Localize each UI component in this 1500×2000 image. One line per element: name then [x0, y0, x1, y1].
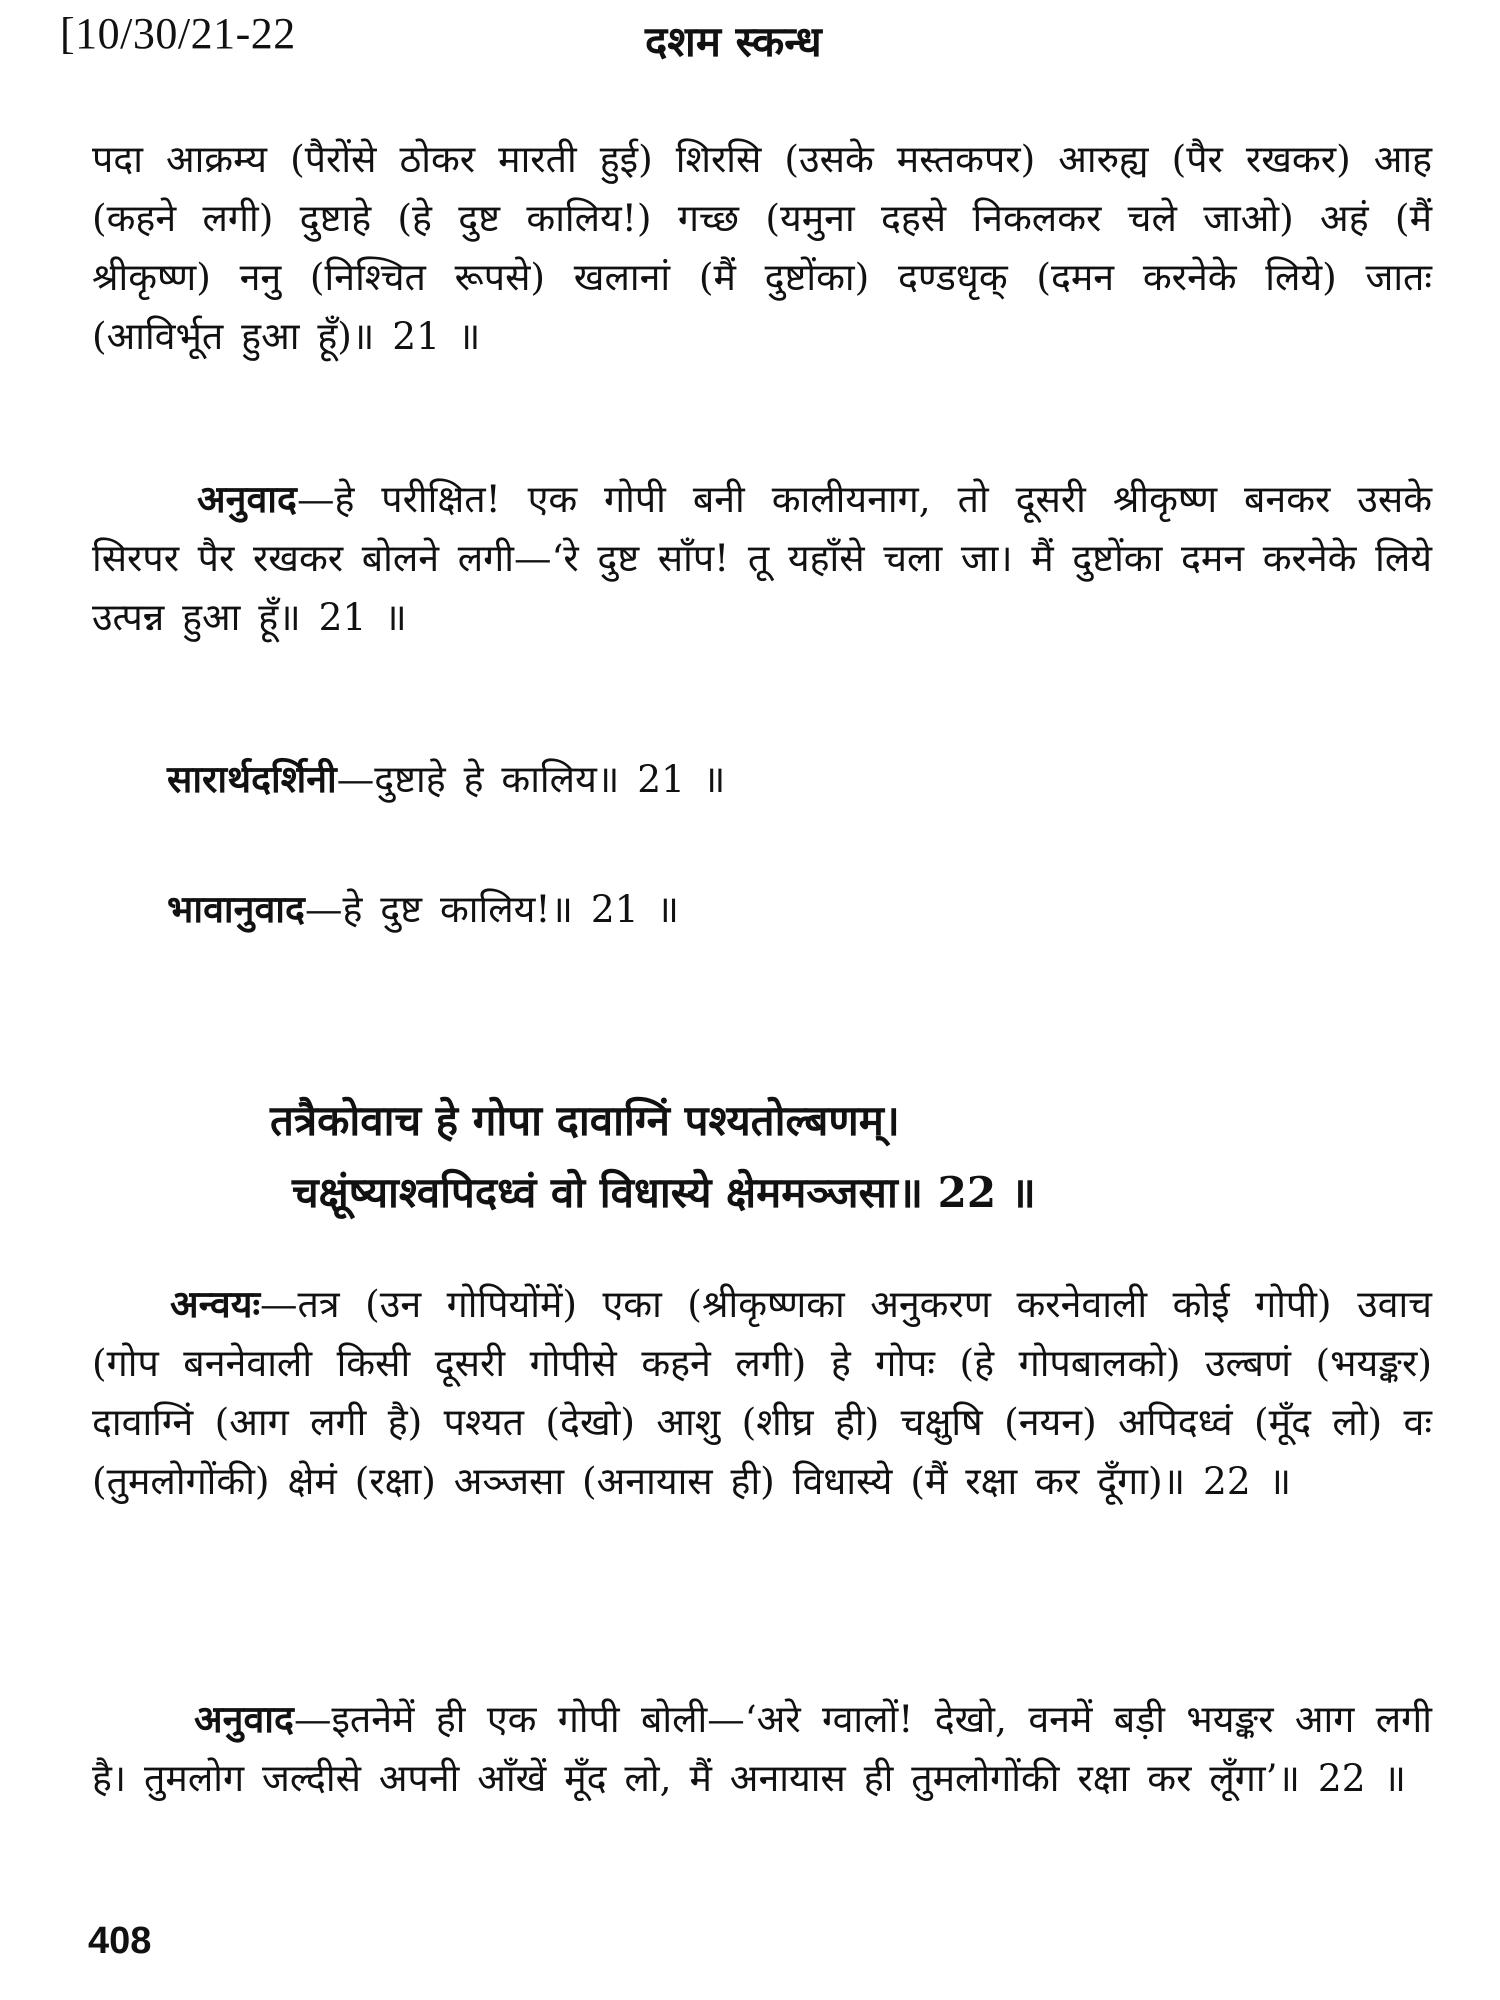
verse-22-block [270, 1085, 1270, 1229]
anvaya-21-text: पदा आक्रम्य (पैरोंसे ठोकर मारती हुई) शिरसि (उसके मस्तकपर) आरुह्य (पैर रखकर) आह (कहने लगी) दुष्टाहे (हे दुष्ट कालिय!) गच्छ (यमुना दहसे निकलकर चले जाओ) अहं (मैं श्रीकृष्ण) ननु (निश्चित रूपसे) खलानां (मैं दुष्टोंका) दण्डधृक् (दमन करनेके लिये) जातः (आविर्भूत हुआ हूँ)॥ 21 ॥ [92, 137, 1432, 358]
bhavanuvad-21-paragraph [92, 880, 1432, 939]
anuvad-22-paragraph [92, 1690, 1432, 1808]
verse-22-line-2: चक्षूंष्याश्वपिदध्वं वो विधास्ये क्षेममञ्जसा॥ 22 ॥ [292, 1168, 1036, 1217]
verse-22-line-1: तत्रैकोवाच हे गोपा दावाग्निं पश्यतोल्बणम्। [270, 1096, 900, 1145]
bhavanuvad-21-label: भावानुवाद [167, 887, 305, 931]
running-title: दशम स्कन्ध [645, 17, 822, 66]
anuvad-22-label: अनुवाद [194, 1697, 294, 1741]
verse-reference: [10/30/21-22 [60, 9, 296, 58]
page-number: 408 [88, 1920, 152, 1962]
anuvad-21-text: —हे परीक्षित! एक गोपी बनी कालीयनाग, तो दूसरी श्रीकृष्ण बनकर उसके सिरपर पैर रखकर बोलने लगी—‘रे दुष्ट साँप! तू यहाँसे चला जा। मैं दुष्टोंका दमन करनेके लिये उत्पन्न हुआ हूँ॥ 21 ॥ [92, 477, 1432, 639]
anuvad-21-label: अनुवाद [197, 477, 297, 521]
anuvad-21-paragraph [92, 470, 1432, 647]
sarartha-21-text: —दुष्टाहे हे कालिय॥ 21 ॥ [336, 757, 726, 801]
anvaya-22-paragraph [92, 1275, 1432, 1511]
page-header [0, 0, 1500, 90]
anvaya-22-label: अन्वयः [170, 1282, 261, 1326]
anvaya-22-text: —तत्र (उन गोपियोंमें) एका (श्रीकृष्णका अनुकरण करनेवाली कोई गोपी) उवाच (गोप बननेवाली किसी दूसरी गोपीसे कहने लगी) हे गोपः (हे गोपबालको) उल्बणं (भयङ्कर) दावाग्निं (आग लगी है) पश्यत (देखो) आशु (शीघ्र ही) चक्षुषि (नयन) अपिदध्वं (मूँद लो) वः (तुमलोगोंकी) क्षेमं (रक्षा) अञ्जसा (अनायास ही) विधास्ये (मैं रक्षा कर दूँगा)॥ 22 ॥ [92, 1282, 1432, 1503]
anvaya-21-paragraph [92, 130, 1432, 366]
anuvad-22-text: —इतनेमें ही एक गोपी बोली—‘अरे ग्वालों! देखो, वनमें बड़ी भयङ्कर आग लगी है। तुमलोग जल्दीसे अपनी आँखें मूँद लो, मैं अनायास ही तुमलोगोंकी रक्षा कर लूँगा’॥ 22 ॥ [92, 1697, 1432, 1800]
sarartha-21-paragraph [92, 750, 1432, 809]
sarartha-21-label: सारार्थदर्शिनी [167, 757, 337, 801]
bhavanuvad-21-text: —हे दुष्ट कालिय!॥ 21 ॥ [304, 887, 679, 931]
